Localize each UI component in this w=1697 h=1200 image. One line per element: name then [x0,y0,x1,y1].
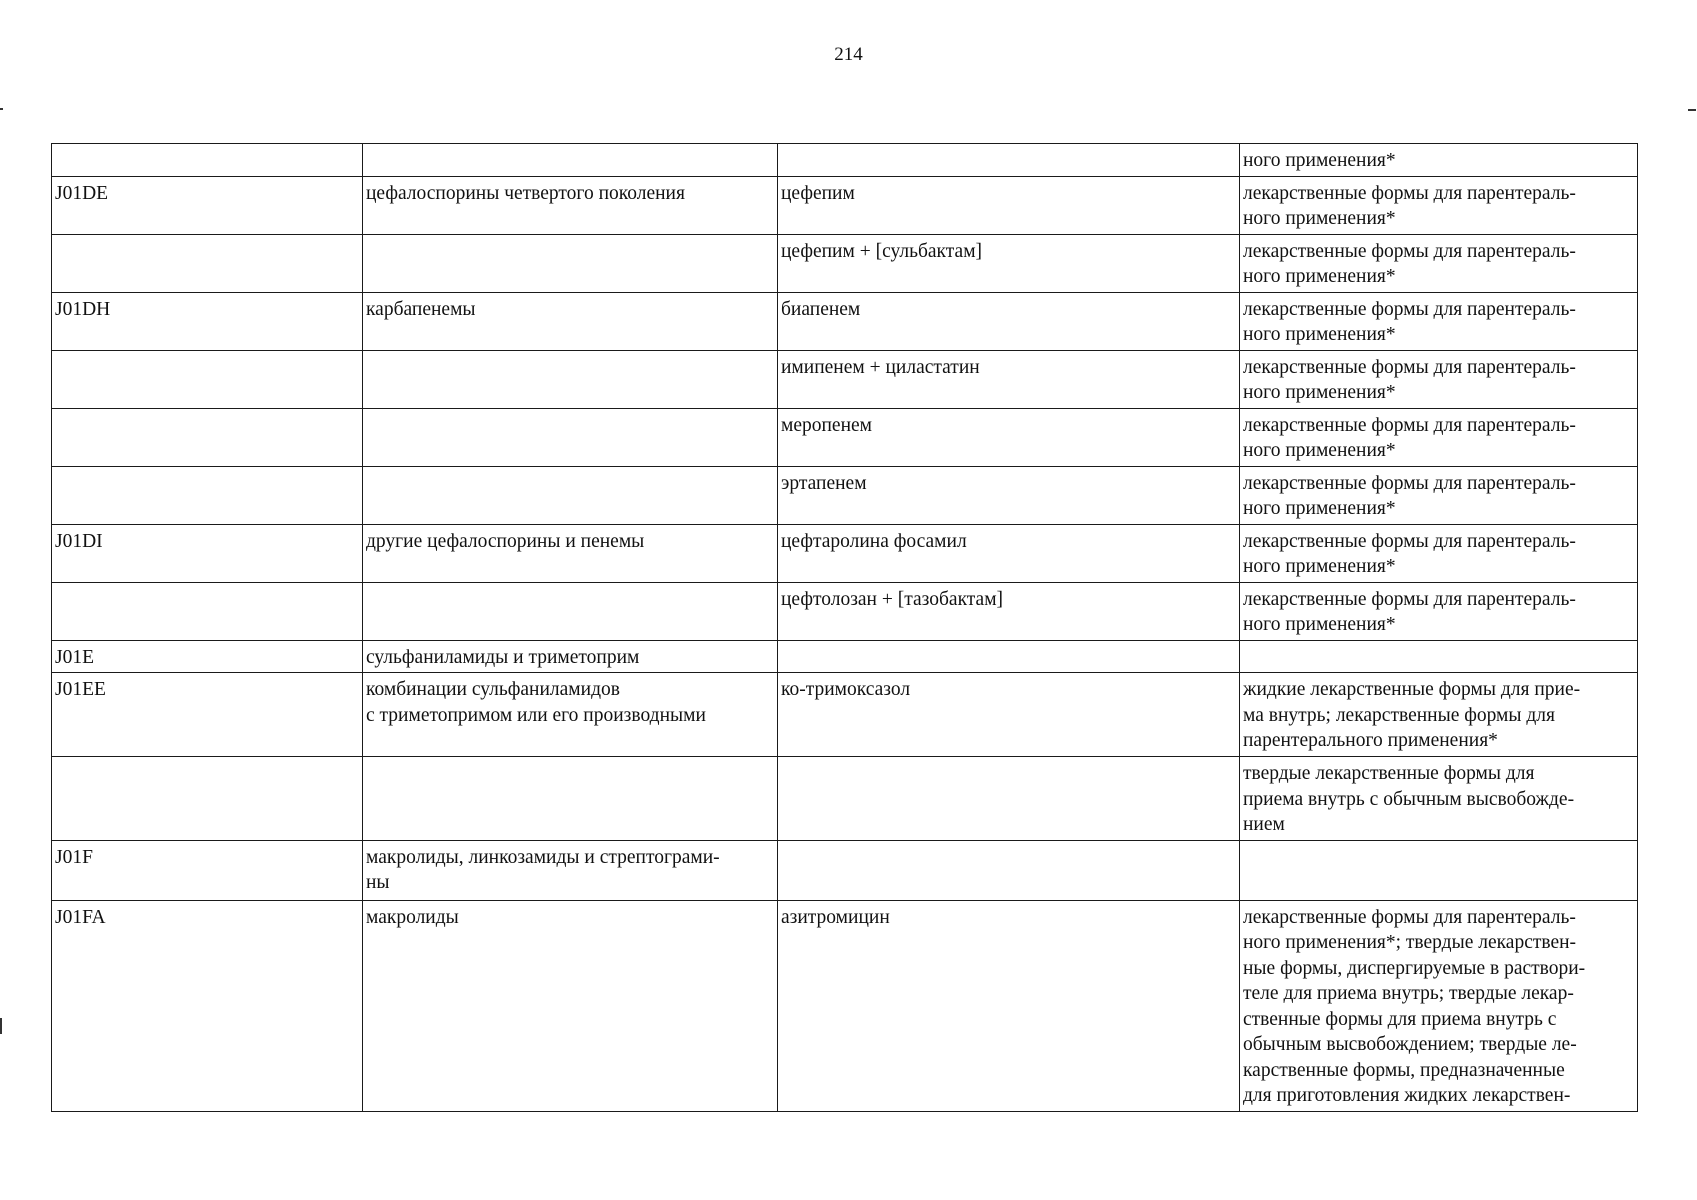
table-row [52,673,1638,757]
drug-name-cell: меропенем [778,408,1240,466]
pharm-group-cell [363,350,778,408]
table-row [52,234,1638,292]
dosage-form-cell: лекарственные формы для парентераль- ного применения* [1240,234,1638,292]
atc-code-cell: J01FA [52,900,363,1111]
table-row [52,408,1638,466]
atc-code-cell: J01DE [52,176,363,234]
table-row [52,524,1638,582]
drug-name-cell: эртапенем [778,466,1240,524]
table-row [52,144,1638,177]
pharm-group-cell: сульфаниламиды и триметоприм [363,640,778,673]
drug-name-cell: цефепим [778,176,1240,234]
table-row [52,900,1638,1111]
atc-code-cell [52,408,363,466]
dosage-form-cell: лекарственные формы для парентераль- ного применения* [1240,524,1638,582]
pharm-group-cell: макролиды, линкозамиды и стрептограми- ны [363,840,778,900]
drug-name-cell: цефепим + [сульбактам] [778,234,1240,292]
table-row [52,292,1638,350]
table-row [52,466,1638,524]
atc-code-cell: J01DH [52,292,363,350]
drug-name-cell: азитромицин [778,900,1240,1111]
drug-name-cell: биапенем [778,292,1240,350]
table-body [52,144,1638,1112]
table-row [52,757,1638,841]
table-row [52,640,1638,673]
atc-code-cell: J01E [52,640,363,673]
pharm-group-cell [363,757,778,841]
drug-name-cell [778,144,1240,177]
pharm-group-cell [363,408,778,466]
dosage-form-cell [1240,840,1638,900]
drug-name-cell [778,640,1240,673]
pharm-group-cell [363,466,778,524]
left-edge-mark [0,108,3,110]
pharm-group-cell [363,144,778,177]
atc-code-cell: J01EE [52,673,363,757]
dosage-form-cell: жидкие лекарственные формы для прие- ма внутрь; лекарственные формы для парентерального применения* [1240,673,1638,757]
dosage-form-cell: лекарственные формы для парентераль- ного применения* [1240,350,1638,408]
dosage-form-cell: лекарственные формы для парентераль- ного применения* [1240,582,1638,640]
right-edge-mark [1688,109,1696,111]
atc-code-cell [52,582,363,640]
dosage-form-cell: лекарственные формы для парентераль- ного применения* [1240,176,1638,234]
dosage-form-cell: твердые лекарственные формы для приема внутрь с обычным высвобожде- нием [1240,757,1638,841]
drug-table [51,143,1638,1112]
pharm-group-cell: карбапенемы [363,292,778,350]
dosage-form-cell: лекарственные формы для парентераль- ного применения* [1240,292,1638,350]
dosage-form-cell: лекарственные формы для парентераль- ного применения*; твердые лекарствен- ные формы, диспергируемые в раствори- теле для приема внутрь; твердые лекар- ственные формы для приема внутрь с обычным высвобождением; твердые ле- карственные формы, предназначенные для приготовления жидких лекарствен- [1240,900,1638,1111]
atc-code-cell [52,350,363,408]
dosage-form-cell [1240,640,1638,673]
dosage-form-cell: лекарственные формы для парентераль- ного применения* [1240,408,1638,466]
dosage-form-cell: ного применения* [1240,144,1638,177]
pharm-group-cell [363,234,778,292]
atc-code-cell [52,466,363,524]
left-margin-tick [0,1018,2,1034]
atc-code-cell [52,234,363,292]
pharm-group-cell: комбинации сульфаниламидов с триметопримом или его производными [363,673,778,757]
drug-name-cell: имипенем + циластатин [778,350,1240,408]
table-row [52,582,1638,640]
atc-code-cell: J01F [52,840,363,900]
drug-name-cell [778,757,1240,841]
drug-name-cell [778,840,1240,900]
pharm-group-cell: макролиды [363,900,778,1111]
pharm-group-cell: другие цефалоспорины и пенемы [363,524,778,582]
table-row [52,350,1638,408]
drug-name-cell: ко-тримоксазол [778,673,1240,757]
table-row [52,176,1638,234]
dosage-form-cell: лекарственные формы для парентераль- ного применения* [1240,466,1638,524]
page-number: 214 [834,44,863,65]
atc-code-cell: J01DI [52,524,363,582]
pharm-group-cell: цефалоспорины четвертого поколения [363,176,778,234]
atc-code-cell [52,144,363,177]
drug-name-cell: цефтаролина фосамил [778,524,1240,582]
table-row [52,840,1638,900]
pharm-group-cell [363,582,778,640]
atc-code-cell [52,757,363,841]
drug-name-cell: цефтолозан + [тазобактам] [778,582,1240,640]
